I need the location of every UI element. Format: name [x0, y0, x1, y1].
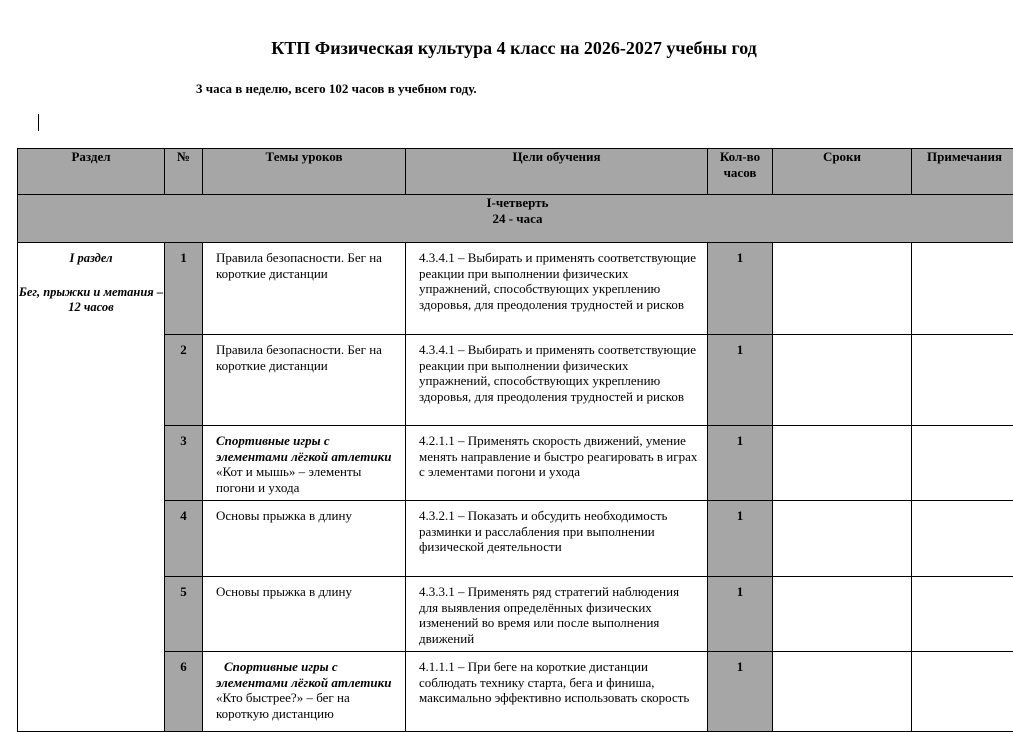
table-row — [18, 335, 1013, 426]
header-goals: Цели обучения — [406, 149, 708, 195]
lesson-topic-rest: «Кто быстрее?» – бег на короткую дистанцию — [216, 690, 350, 721]
lesson-number: 4 — [165, 501, 203, 577]
lesson-topic-emphasis: Спортивные игры с элементами лёгкой атлетики — [216, 659, 391, 690]
lesson-goal: 4.3.4.1 – Выбирать и применять соответствующие реакции при выполнении физических упражнений, способствующих укреплению здоровья, для преодоления трудностей и рисков — [406, 243, 708, 335]
document-title: КТП Физическая культура 4 класс на 2026-2027 учебны год — [0, 38, 1013, 59]
lesson-goal: 4.3.3.1 – Применять ряд стратегий наблюдения для выявления определённых физических изменений во время или после выполнения движений — [406, 577, 708, 652]
header-number: № — [165, 149, 203, 195]
table-row — [18, 426, 1013, 501]
lesson-number: 5 — [165, 577, 203, 652]
lesson-hours: 1 — [708, 335, 773, 426]
ktp-table — [17, 148, 1013, 732]
lesson-topic — [203, 652, 406, 732]
lesson-dates — [773, 426, 912, 501]
lesson-topic-rest: «Кот и мышь» – элементы погони и ухода — [216, 464, 361, 495]
section-title: I раздел — [18, 251, 164, 267]
header-dates: Сроки — [773, 149, 912, 195]
lesson-notes — [912, 243, 1013, 335]
section-cell — [18, 243, 165, 732]
table-row — [18, 577, 1013, 652]
section-name: Бег, прыжки и метания –12 часов — [18, 285, 164, 316]
lesson-topic — [203, 426, 406, 501]
lesson-goal: 4.1.1.1 – При беге на короткие дистанции соблюдать технику старта, бега и финиша, максимально эффективно использовать скорость — [406, 652, 708, 732]
lesson-goal: 4.3.4.1 – Выбирать и применять соответствующие реакции при выполнении физических упражнений, способствующих укреплению здоровья, для преодоления трудностей и рисков — [406, 335, 708, 426]
lesson-topic: Правила безопасности. Бег на короткие дистанции — [203, 243, 406, 335]
lesson-number: 6 — [165, 652, 203, 732]
quarter-row — [18, 195, 1013, 243]
lesson-number: 3 — [165, 426, 203, 501]
text-cursor — [38, 114, 39, 131]
lesson-number: 1 — [165, 243, 203, 335]
table-row — [18, 501, 1013, 577]
lesson-hours: 1 — [708, 577, 773, 652]
lesson-number: 2 — [165, 335, 203, 426]
lesson-dates — [773, 577, 912, 652]
lesson-hours: 1 — [708, 426, 773, 501]
lesson-topic: Основы прыжка в длину — [203, 577, 406, 652]
header-row — [18, 149, 1013, 195]
lesson-notes — [912, 652, 1013, 732]
header-hours-line2: часов — [708, 165, 772, 181]
lesson-hours: 1 — [708, 243, 773, 335]
lesson-topic: Основы прыжка в длину — [203, 501, 406, 577]
lesson-dates — [773, 335, 912, 426]
header-section: Раздел — [18, 149, 165, 195]
header-hours — [708, 149, 773, 195]
header-hours-line1: Кол-во — [708, 149, 772, 165]
lesson-goal: 4.2.1.1 – Применять скорость движений, умение менять направление и быстро реагировать в играх с элементами погони и ухода — [406, 426, 708, 501]
table-row — [18, 243, 1013, 335]
lesson-topic-emphasis: Спортивные игры с элементами лёгкой атлетики — [216, 433, 391, 464]
lesson-hours: 1 — [708, 652, 773, 732]
lesson-dates — [773, 501, 912, 577]
lesson-notes — [912, 577, 1013, 652]
table-row — [18, 652, 1013, 732]
lesson-dates — [773, 652, 912, 732]
quarter-name: I-четверть — [18, 195, 1013, 211]
lesson-dates — [773, 243, 912, 335]
lesson-topic: Правила безопасности. Бег на короткие дистанции — [203, 335, 406, 426]
lesson-notes — [912, 335, 1013, 426]
lesson-goal: 4.3.2.1 – Показать и обсудить необходимость разминки и расслабления при выполнении физической деятельности — [406, 501, 708, 577]
lesson-notes — [912, 501, 1013, 577]
document-subtitle: 3 часа в неделю, всего 102 часов в учебном году. — [196, 81, 477, 97]
quarter-hours: 24 - часа — [18, 211, 1013, 227]
header-notes: Примечания — [912, 149, 1013, 195]
quarter-cell — [18, 195, 1013, 243]
lesson-notes — [912, 426, 1013, 501]
header-topics: Темы уроков — [203, 149, 406, 195]
lesson-hours: 1 — [708, 501, 773, 577]
